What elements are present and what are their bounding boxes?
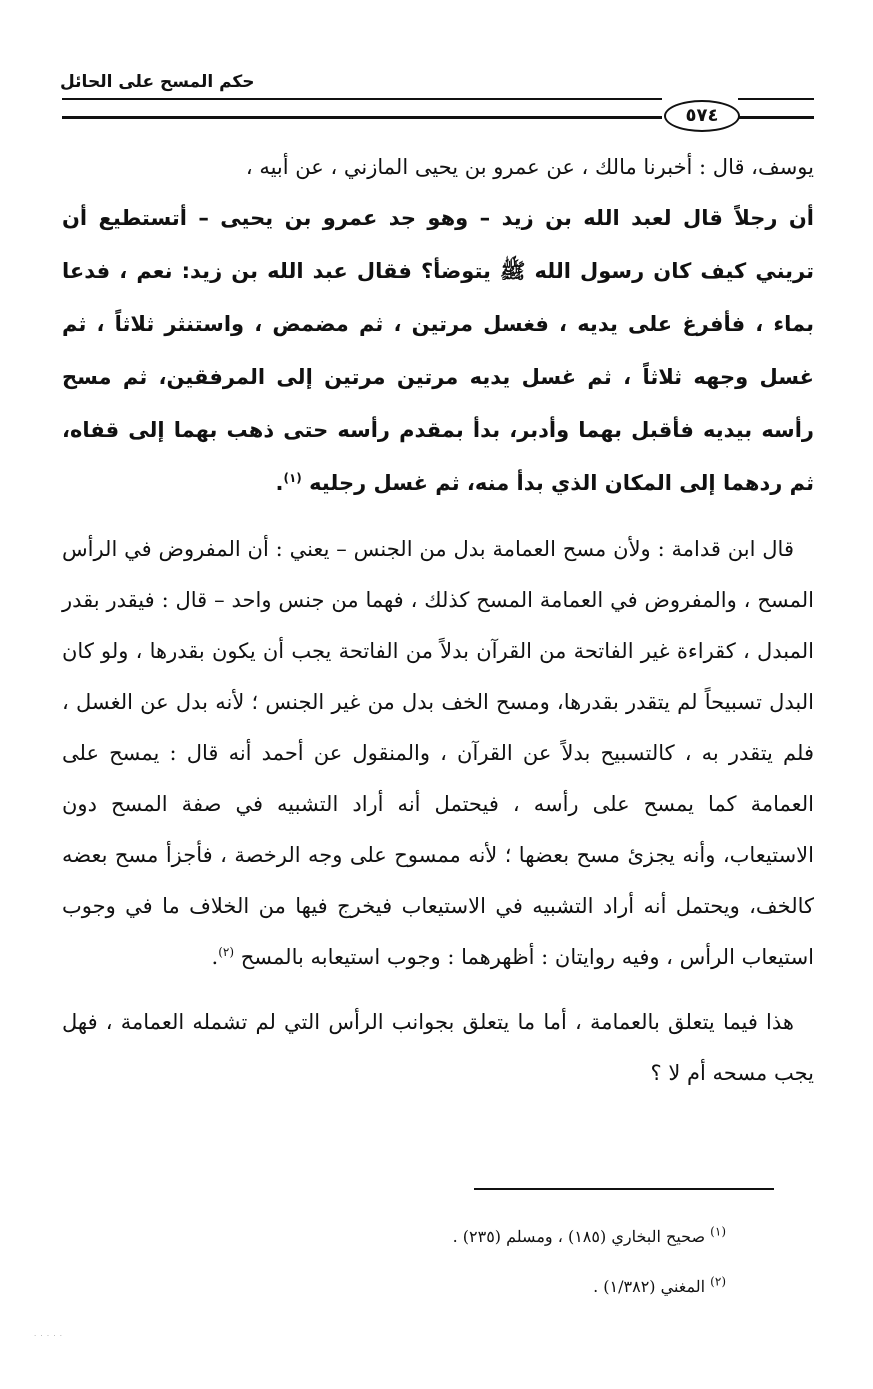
scan-artifact: · · · · · xyxy=(34,1332,64,1340)
footnote-marker: (٢) xyxy=(710,1274,726,1289)
running-title: حكم المسح على الحائل xyxy=(60,72,255,92)
footnote-marker: (١) xyxy=(710,1224,726,1239)
intro-line: يوسف، قال : أخبرنا مالك ، عن عمرو بن يحيى المازني ، عن أبيه ، xyxy=(245,155,814,179)
closing-paragraph: هذا فيما يتعلق بالعمامة ، أما ما يتعلق بجوانب الرأس التي لم تشمله العمامة ، فهل يجب مسحه أم لا ؟ xyxy=(62,1010,814,1085)
header-rule-right-bottom xyxy=(738,116,814,119)
footnote-text: المغني (١/٣٨٢) . xyxy=(593,1277,706,1296)
footnote-ref-1: (١) xyxy=(283,471,302,485)
footnote-ref-2: (٢) xyxy=(218,945,235,959)
page-number: ٥٧٤ xyxy=(664,100,740,132)
footnote-item xyxy=(200,1262,726,1312)
header-rule-top xyxy=(62,98,662,100)
header-rule-right-top xyxy=(738,98,814,100)
hadith-body: أن رجلاً قال لعبد الله بن زيد – وهو جد عمرو بن يحيى – أتستطيع أن تريني كيف كان رسول الله ﷺ يتوضأ؟ فقال عبد الله بن زيد: نعم ، فدعا بماء ، فأفرغ على يديه ، فغسل مرتين ، ثم مضمض ، واستنثر ثلاثاً ، ثم غسل وجهه ثلاثاً ، ثم غسل يديه مرتين مرتين إلى المرفقين، ثم مسح رأسه بيديه فأقبل بهما وأدبر، بدأ بمقدم رأسه حتى ذهب بهما إلى قفاه، ثم ردهما إلى المكان الذي بدأ منه، ثم غسل رجليه xyxy=(62,206,814,495)
footnote-item xyxy=(200,1212,726,1262)
hadith-text: أن رجلاً قال لعبد الله بن زيد – وهو جد عمرو بن يحيى – أتستطيع أن تريني كيف كان رسول الله ﷺ يتوضأ؟ فقال عبد الله بن زيد: نعم ، فدعا بماء ، فأفرغ على يديه ، فغسل مرتين ، ثم مضمض ، واستنثر ثلاثاً ، ثم غسل وجهه ثلاثاً ، ثم غسل يديه مرتين مرتين إلى المرفقين، ثم مسح رأسه بيديه فأقبل بهما وأدبر، بدأ بمقدم رأسه حتى ذهب بهما إلى قفاه، ثم ردهما إلى المكان الذي بدأ منه، ثم غسل رجليه $^{(١)}$. xyxy=(62,206,814,495)
footnote-separator xyxy=(474,1188,774,1190)
footnote-text: صحيح البخاري (١٨٥) ، ومسلم (٢٣٥) . xyxy=(452,1227,706,1246)
main-text xyxy=(62,146,814,1099)
header-rule-bottom xyxy=(62,116,662,119)
footnotes xyxy=(200,1212,726,1312)
paragraph-body: قال ابن قدامة : ولأن مسح العمامة بدل من الجنس – يعني : أن المفروض في الرأس المسح ، والمفروض في العمامة المسح كذلك ، فهما من جنس واحد – قال : فيقدر بقدر المبدل ، كقراءة غير الفاتحة من القرآن بدلاً من الفاتحة يجب أن يكون بقدرها ، ولو كان البدل تسبيحاً لم يتقدر بقدرها، ومسح الخف بدل من غير الجنس ؛ لأنه بدل عن الغسل ، فلم يتقدر به ، كالتسبيح بدلاً عن القرآن ، والمنقول عن أحمد أنه قال : يمسح على العمامة كما يمسح على رأسه ، فيحتمل أنه أراد التشبيه في صفة المسح دون الاستيعاب، وأنه يجزئ مسح بعضها ؛ لأنه ممسوح على وجه الرخصة ، فأجزأ مسح بعضه كالخف، ويحتمل أنه أراد التشبيه في الاستيعاب فيخرج فيها من الخلاف ما في وجوب استيعاب الرأس ، وفيه روايتان : أظهرهما : وجوب استيعابه بالمسح xyxy=(62,537,814,969)
ibn-qudama-paragraph: قال ابن قدامة : ولأن مسح العمامة بدل من الجنس – يعني : أن المفروض في الرأس المسح ، والمفروض في العمامة المسح كذلك ، فهما من جنس واحد – قال : فيقدر بقدر المبدل ، كقراءة غير الفاتحة من القرآن بدلاً من الفاتحة يجب أن يكون بقدرها ، ولو كان البدل تسبيحاً لم يتقدر بقدرها، ومسح الخف بدل من غير الجنس ؛ لأنه بدل عن الغسل ، فلم يتقدر به ، كالتسبيح بدلاً عن القرآن ، والمنقول عن أحمد أنه قال : يمسح على العمامة كما يمسح على رأسه ، فيحتمل أنه أراد التشبيه في صفة المسح دون الاستيعاب، وأنه يجزئ مسح بعضها ؛ لأنه ممسوح على وجه الرخصة ، فأجزأ مسح بعضه كالخف، ويحتمل أنه أراد التشبيه في الاستيعاب فيخرج فيها من الخلاف ما في وجوب استيعاب الرأس ، وفيه روايتان : أظهرهما : وجوب استيعابه بالمسح $^{(٢)}$. xyxy=(62,537,814,969)
